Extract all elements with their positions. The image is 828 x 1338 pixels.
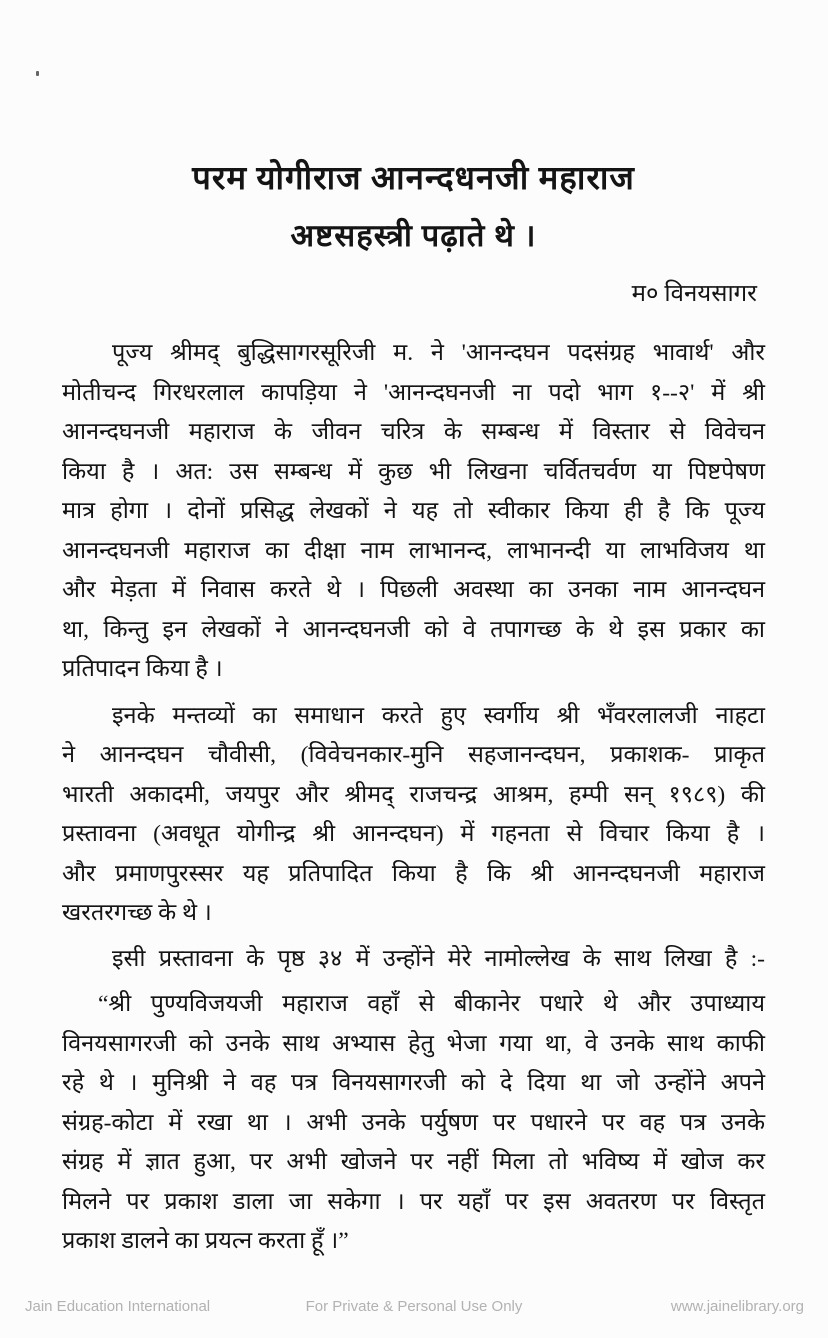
text-line: विनयसागरजी को उनके साथ अभ्यास हेतु भेजा गया था, वे उनके साथ काफी bbox=[62, 1030, 765, 1057]
title-line-1: परम योगीराज आनन्दधनजी महाराज bbox=[192, 161, 635, 197]
text-line: ने आनन्दघन चौवीसी, (विवेचनकार-मुनि सहजानन्दघन, प्रकाशक- प्राकृत bbox=[62, 742, 765, 768]
document-title bbox=[62, 158, 765, 256]
footer-publisher: Jain Education International bbox=[25, 1298, 211, 1315]
document-content bbox=[62, 0, 765, 1262]
text-line: “श्री पुण्यविजयजी महाराज वहाँ से बीकानेर पधारे थे और उपाध्याय bbox=[98, 991, 765, 1017]
text-line: मोतीचन्द गिरधरलाल कापड़िया ने 'आनन्दघनजी ना पदो भाग १--२' में श्री bbox=[62, 379, 765, 406]
text-line: खरतरगच्छ के थे । bbox=[62, 900, 212, 926]
text-line: पूज्य श्रीमद् बुद्धिसागरसूरिजी म. ने 'आनन्दघन पदसंग्रह भावार्थ' और bbox=[112, 340, 765, 366]
text-line: मात्र होगा । दोनों प्रसिद्ध लेखकों ने यह तो स्वीकार किया ही है कि पूज्य bbox=[62, 498, 765, 524]
text-line: और मेड़ता में निवास करते थे । पिछली अवस्था का उनका नाम आनन्दघन bbox=[62, 577, 765, 603]
paragraph-1 bbox=[62, 334, 765, 690]
text-line: इसी प्रस्तावना के पृष्ठ ३४ में उन्होंने मेरे नामोल्लेख के साथ लिखा है :- bbox=[112, 945, 765, 972]
footer-usage-note: For Private & Personal Use Only bbox=[305, 1298, 523, 1315]
text-line: मिलने पर प्रकाश डाला जा सकेगा । पर यहाँ पर इस अवतरण पर विस्तृत bbox=[62, 1188, 765, 1215]
footer-website: www.jainelibrary.org bbox=[670, 1298, 804, 1315]
text-line: था, किन्तु इन लेखकों ने आनन्दघनजी को वे तपागच्छ के थे इस प्रकार का bbox=[62, 616, 765, 643]
text-line: प्रस्तावना (अवधूत योगीन्द्र श्री आनन्दघन) में गहनता से विचार किया है । bbox=[62, 821, 765, 847]
paragraph-4-quote bbox=[62, 985, 765, 1262]
text-line: संग्रह में ज्ञात हुआ, पर अभी खोजने पर नहीं मिला तो भविष्य में खोज कर bbox=[62, 1149, 765, 1175]
text-line: प्रकाश डालने का प्रयत्न करता हूँ ।” bbox=[62, 1228, 349, 1254]
paragraph-3 bbox=[62, 940, 765, 980]
title-line-2: अष्टसहस्त्री पढ़ाते थे । bbox=[290, 218, 537, 253]
scan-speck-artifact bbox=[36, 71, 39, 76]
text-line: इनके मन्तव्यों का समाधान करते हुए स्वर्गीय श्री भँवरलालजी नाहटा bbox=[112, 702, 765, 729]
text-line: संग्रह-कोटा में रखा था । अभी उनके पर्युषण पर पधारने पर वह पत्र उनके bbox=[62, 1109, 765, 1136]
text-line: किया है । अत: उस सम्बन्ध में कुछ भी लिखना चर्वितचर्वण या पिष्टपेषण bbox=[62, 458, 765, 485]
text-line: और प्रमाणपुरस्सर यह प्रतिपादित किया है कि श्री आनन्दघनजी महाराज bbox=[62, 860, 765, 887]
author-byline: म० विनयसागर bbox=[631, 281, 757, 307]
text-line: प्रतिपादन किया है । bbox=[62, 656, 223, 682]
text-line: भारती अकादमी, जयपुर और श्रीमद् राजचन्द्र आश्रम, हम्पी सन् १९८९) की bbox=[62, 781, 765, 808]
text-line: आनन्दघनजी महाराज के जीवन चरित्र के सम्बन्ध में विस्तार से विवेचन bbox=[62, 419, 765, 445]
paragraph-2 bbox=[62, 697, 765, 934]
text-line: रहे थे । मुनिश्री ने वह पत्र विनयसागरजी को दे दिया था जो उन्होंने अपने bbox=[62, 1070, 765, 1096]
text-line: आनन्दघनजी महाराज का दीक्षा नाम लाभानन्द, लाभानन्दी या लाभविजय था bbox=[62, 537, 765, 564]
